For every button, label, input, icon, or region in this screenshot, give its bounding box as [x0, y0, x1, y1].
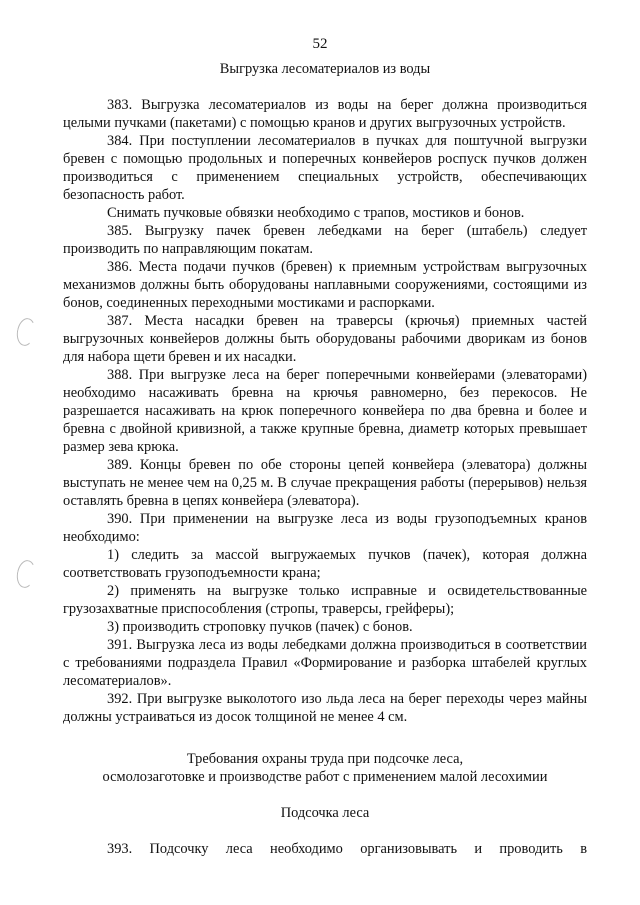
- paragraph-binding-removal: Снимать пучковые обвязки необходимо с трапов, мостиков и бонов.: [107, 205, 525, 221]
- paragraph-386: 386. Места подачи пучков (бревен) к приемным устройствам выгрузочных механизмов должны быть оборудованы наплавными сооружениями, состоящими из бонов, соединенных переходными мостиками и распорками.: [63, 259, 587, 311]
- subsection-heading-tapping: Подсочка леса: [280, 805, 370, 821]
- paragraph-391: 391. Выгрузка леса из воды лебедками должна производиться в соответствии с требованиями подраздела Правил «Формирование и разборка штабелей круглых лесоматериалов».: [63, 637, 587, 689]
- paragraph-390: 390. При применении на выгрузке леса из воды грузоподъемных кранов необходимо:: [63, 511, 587, 545]
- section-heading-labor-safety: [63, 750, 587, 786]
- paragraph-393: 393. Подсочку леса необходимо организовывать и проводить в: [107, 841, 587, 857]
- section-heading-line-1: Требования охраны труда при подсочке леса,: [186, 751, 464, 767]
- paragraph-385: 385. Выгрузку пачек бревен лебедками на берег (штабель) следует производить по направляющим покатам.: [63, 223, 587, 257]
- paragraph-389: 389. Концы бревен по обе стороны цепей конвейера (элеватора) должны выступать не менее чем на 0,25 м. В случае прекращения работы (перерывов) нельзя оставлять бревна в цепях конвейера (элеватора).: [63, 457, 587, 509]
- list-item-390-3: 3) производить строповку пучков (пачек) с бонов.: [107, 619, 413, 635]
- paragraph-387: 387. Места насадки бревен на траверсы (крючья) приемных частей выгрузочных конвейеров должны быть оборудованы рабочими дворикам из бонов для набора щети бревен и их насадки.: [63, 313, 587, 365]
- paragraph-388: 388. При выгрузке леса на берег поперечными конвейерами (элеваторами) необходимо насаживать бревна на крючья равномерно, без перекосов. Не разрешается насаживать на крюк поперечного конвейера по два бревна и более и бревна с двойной кривизной, а также крупные бревна, диаметр которых превышает размер зева крюка.: [63, 367, 587, 455]
- paragraph-383: 383. Выгрузка лесоматериалов из воды на берег должна производиться целыми пучками (пакетами) с помощью кранов и других выгрузочных устройств.: [63, 97, 587, 131]
- document-body: [63, 60, 587, 858]
- paragraph-384: 384. При поступлении лесоматериалов в пучках для поштучной выгрузки бревен с помощью продольных и поперечных конвейеров роспуск пучков должен производиться с применением специальных устройств, обеспечивающих безопасность работ.: [63, 133, 587, 203]
- paragraph-392: 392. При выгрузке выколотого изо льда леса на берег переходы через майны должны устраиваться из досок толщиной не менее 4 см.: [63, 691, 587, 725]
- punch-hole-mark: [15, 317, 38, 348]
- section-heading-line-2: осмолозаготовке и производстве работ с применением малой лесохимии: [102, 769, 548, 785]
- section-heading-unloading: Выгрузка лесоматериалов из воды: [219, 61, 431, 77]
- page-number: 52: [312, 36, 328, 52]
- punch-hole-mark: [15, 559, 38, 590]
- list-item-390-2: 2) применять на выгрузке только исправные и освидетельствованные грузозахватные приспособления (стропы, траверсы, грейферы);: [63, 583, 587, 617]
- list-item-390-1: 1) следить за массой выгружаемых пучков (пачек), которая должна соответствовать грузоподъемности крана;: [63, 547, 587, 581]
